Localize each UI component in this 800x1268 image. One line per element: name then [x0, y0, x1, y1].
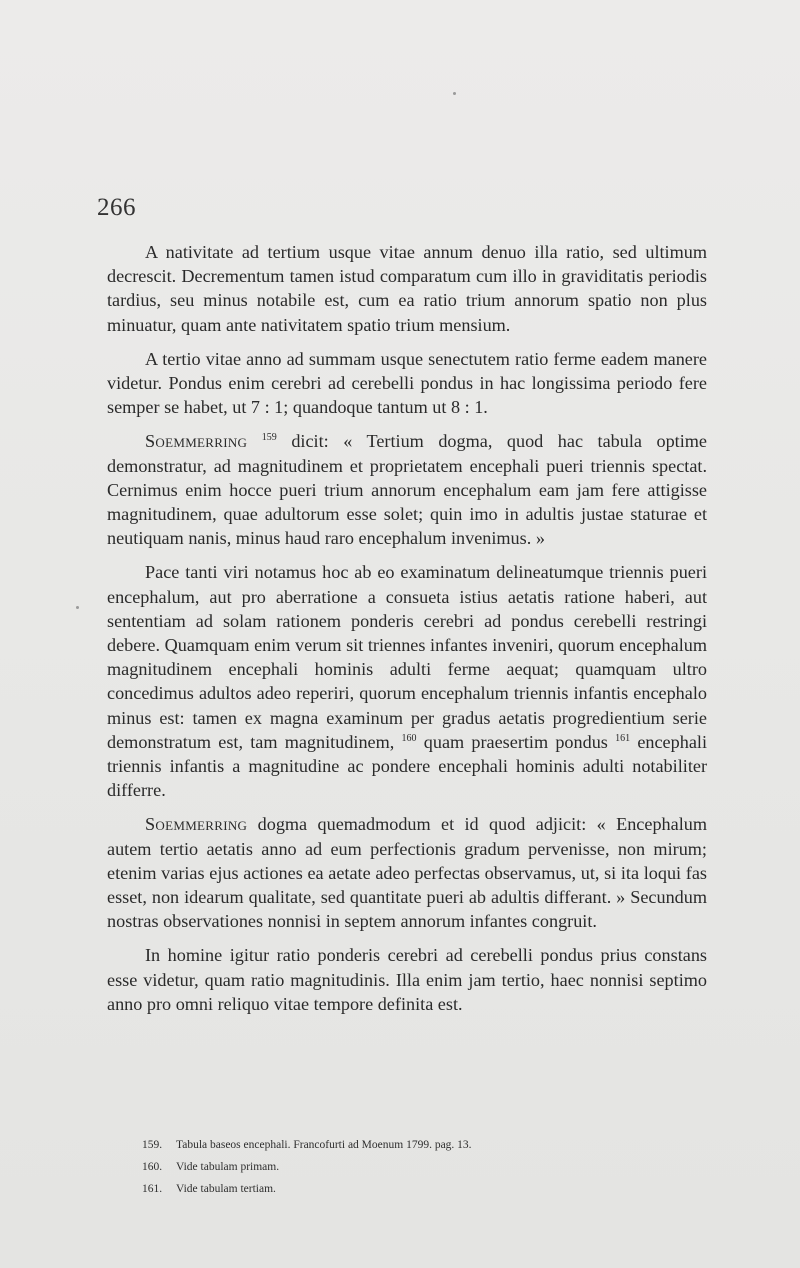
- paragraph-5: [107, 812, 707, 933]
- paragraph-text: Pace tanti viri notamus hoc ab eo examinatum delineatumque triennis pueri encephalum, aut pro aberratione a consueta istius aetatis ratione haberi, aut sententiam ad solam rationem ponderis cerebri ad pondus cerebelli restringi debere. Quamquam enim verum sit triennes infantes inveniri, quorum encephalum magnitudinem encephali hominis adulti ferme aequat; quamquam ultro concedimus adultos adeo reperiri, quorum encephalum triennis infantis encephalo minus est: tamen ex magna examinum per gradus aetatis progredientium serie demonstratum est, tam magnitudinem,: [107, 562, 707, 752]
- footnote: [142, 1156, 702, 1178]
- paragraph-3: [107, 429, 707, 550]
- footnote-ref: 159: [261, 432, 277, 444]
- footnote-text: Vide tabulam tertiam.: [176, 1183, 276, 1195]
- paragraph-2: A tertio vitae anno ad summam usque senectutem ratio ferme eadem manere videtur. Pondus enim cerebri ad cerebelli pondus in hac longissima periodo fere semper se habet, ut 7 : 1; quandoque tantum ut 8 : 1.: [107, 348, 707, 418]
- paper-speck: [76, 606, 79, 609]
- paper-speck: [453, 92, 456, 95]
- paragraph-6: In homine igitur ratio ponderis cerebri ad cerebelli pondus prius constans esse videtur, quam ratio magnitudinis. Illa enim jam tertio, haec nonnisi septimo anno pro omni reliquo vitae tempore definita est.: [107, 945, 707, 1014]
- paragraph-4: [107, 560, 707, 802]
- footnote-number: 159.: [142, 1139, 163, 1151]
- footnote-number: 161.: [142, 1183, 163, 1195]
- paragraph-1: A nativitate ad tertium usque vitae annum denuo illa ratio, sed ultimum decrescit. Decrementum tamen istud comparatum cum illo in graviditatis periodis tardius, seu minus notabile est, cum ea ratio trium annorum spatio non plus minuatur, quam ante nativitatem spatio trium mensium.: [107, 242, 707, 335]
- paragraph-text: dogma quemadmodum et id quod adjicit: « Encephalum autem tertio aetatis anno ad eum perfectionis gradum pervenisse, non mirum; etenim varias ejus actiones ea aetate adeo perfectas observamus, ut, si ita loqui fas esset, non idearum qualitate, sed quantitate pueri ab adultis differant. » Secundum nostras observationes nonnisi in septem annorum infantes congruit.: [107, 814, 707, 932]
- page-number: 266: [97, 194, 136, 221]
- footnote: [142, 1134, 702, 1156]
- footnote-number: 160.: [142, 1161, 163, 1173]
- footnote-text: Tabula baseos encephali. Francofurti ad Moenum 1799. pag. 13.: [176, 1139, 472, 1151]
- footnote: [142, 1178, 702, 1200]
- paragraph-text: dicit: « Tertium dogma, quod hac tabula optime demonstratur, ad magnitudinem et proprietatem encephali pueri triennis spectat. Cernimus enim hocce pueri trium annorum encephalum eam jam fere attigisse magnitudinem, quae adultorum esse solet; quin imo in adultis justae staturae et neutiquam nanis, minus haud raro encephalum invenimus. »: [107, 431, 708, 549]
- footnotes: [142, 1134, 702, 1200]
- author-name: Soemmerring: [145, 431, 248, 452]
- footnote-ref: 161: [615, 732, 631, 744]
- author-name: Soemmerring: [145, 814, 248, 835]
- main-text: [107, 240, 707, 1016]
- paragraph-text: encephali triennis infantis a magnitudine ac pondere encephali hominis adulti notabiliter differre.: [107, 731, 707, 801]
- footnote-text: Vide tabulam primam.: [176, 1161, 280, 1173]
- paragraph-text: quam praesertim pondus: [416, 731, 616, 752]
- footnote-ref: 160: [401, 732, 417, 744]
